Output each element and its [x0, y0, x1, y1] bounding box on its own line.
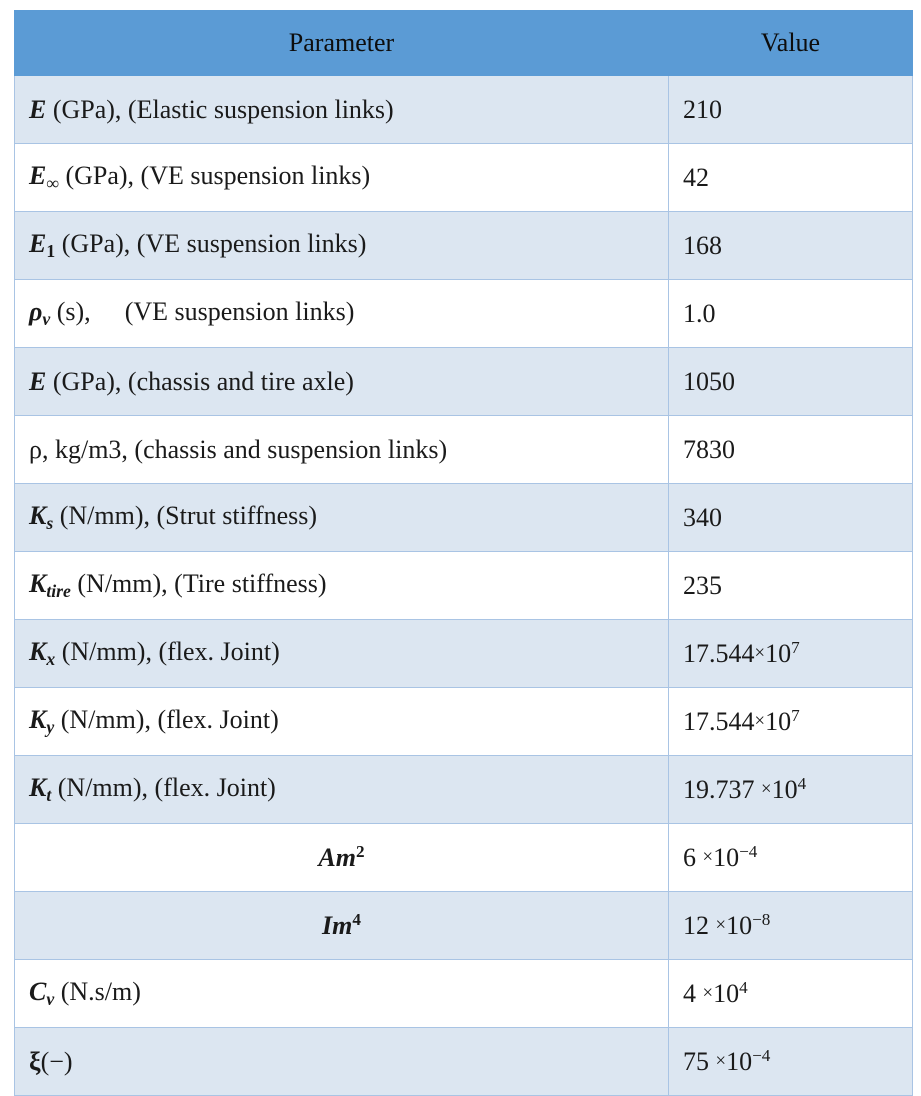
parameter-description: (GPa), (Elastic suspension links): [46, 94, 394, 124]
parameter-cell: [15, 1028, 669, 1096]
value-cell: [669, 960, 913, 1028]
parameter-symbol: ξ: [29, 1046, 41, 1076]
table-row: [15, 620, 913, 688]
parameter-subscript: x: [46, 649, 56, 670]
value-text: 340: [683, 502, 722, 532]
value-cell: [669, 416, 913, 484]
table-row: [15, 212, 913, 280]
value-exponent: −4: [739, 842, 758, 862]
parameter-symbol: K: [29, 501, 47, 531]
parameter-cell: [15, 416, 669, 484]
parameter-symbol: ρ: [29, 434, 42, 464]
parameter-symbol: E: [29, 366, 47, 396]
value-cell: [669, 1028, 913, 1096]
value-cell: [669, 280, 913, 348]
parameter-description: (−): [40, 1046, 73, 1076]
table-row: [15, 348, 913, 416]
parameter-description: (GPa), (VE suspension links): [55, 229, 367, 259]
multiplication-sign: ×: [754, 642, 766, 664]
value-exponent: 7: [791, 706, 800, 726]
value-cell: [669, 76, 913, 144]
column-header-parameter: Parameter: [15, 11, 669, 76]
value-text: 168: [683, 230, 722, 260]
value-text: 17.544×10: [683, 707, 792, 737]
parameter-cell: [15, 280, 669, 348]
value-text: 1050: [683, 366, 735, 396]
value-text: 7830: [683, 434, 735, 464]
value-cell: [669, 824, 913, 892]
value-text: 235: [683, 570, 722, 600]
multiplication-sign: ×: [715, 1050, 727, 1072]
parameter-cell: [15, 620, 669, 688]
value-cell: [669, 892, 913, 960]
parameter-symbol: E: [29, 229, 47, 259]
parameter-subscript: s: [46, 513, 54, 534]
multiplication-sign: ×: [702, 846, 714, 868]
value-cell: [669, 620, 913, 688]
parameter-cell: [15, 144, 669, 212]
parameter-subscript: y: [46, 717, 55, 738]
parameter-subscript: v: [46, 989, 55, 1010]
table-row: [15, 144, 913, 212]
parameter-cell: [15, 960, 669, 1028]
table-row: [15, 280, 913, 348]
parameter-symbol: K: [29, 705, 47, 735]
multiplication-sign: ×: [715, 914, 727, 936]
parameter-cell: [15, 348, 669, 416]
table-row: [15, 756, 913, 824]
parameter-cell: [15, 688, 669, 756]
multiplication-sign: ×: [702, 982, 714, 1004]
table-row: [15, 484, 913, 552]
parameter-subscript: 1: [46, 241, 56, 262]
parameter-description: (N/mm), (Tire stiffness): [70, 569, 327, 599]
parameter-subscript: t: [46, 785, 52, 806]
parameter-symbol: Am: [318, 843, 356, 873]
parameter-subscript: v: [42, 309, 51, 330]
table-row: [15, 76, 913, 144]
value-exponent: 7: [791, 638, 800, 658]
value-text: 1.0: [683, 298, 716, 328]
value-cell: [669, 212, 913, 280]
value-exponent: 4: [797, 774, 807, 794]
parameter-symbol: Im: [322, 911, 353, 941]
parameter-symbol: K: [29, 773, 47, 803]
parameter-cell: [15, 756, 669, 824]
value-cell: [669, 144, 913, 212]
parameter-description: , kg/m3, (chassis and suspension links): [41, 434, 448, 464]
parameter-cell: [15, 892, 669, 960]
table-row: [15, 688, 913, 756]
parameter-cell: [15, 824, 669, 892]
value-text: 42: [683, 162, 709, 192]
parameter-superscript: 4: [352, 910, 361, 930]
parameter-description: (N/mm), (flex. Joint): [51, 773, 276, 803]
parameter-description: (GPa), (VE suspension links): [58, 161, 371, 191]
table-row: [15, 892, 913, 960]
parameter-description-secondary: (VE suspension links): [124, 297, 355, 327]
value-text: 6 ×10: [683, 843, 740, 873]
parameter-subscript: ∞: [46, 173, 59, 194]
parameter-cell: [15, 484, 669, 552]
table-row: [15, 552, 913, 620]
table-header: [15, 11, 913, 76]
parameter-description: (N.s/m): [54, 977, 141, 1007]
parameter-description: (N/mm), (Strut stiffness): [53, 501, 318, 531]
table-row: [15, 1028, 913, 1096]
parameter-symbol: C: [29, 977, 47, 1007]
value-exponent: −8: [752, 910, 771, 930]
table-row: [15, 960, 913, 1028]
parameter-description: (N/mm), (flex. Joint): [55, 637, 280, 667]
parameter-cell: [15, 552, 669, 620]
column-header-value: Value: [669, 11, 913, 76]
value-text: 4 ×10: [683, 979, 740, 1009]
table-row: [15, 416, 913, 484]
value-text: 75 ×10: [683, 1047, 753, 1077]
value-cell: [669, 348, 913, 416]
value-text: 19.737 ×10: [683, 775, 798, 805]
table-header-row: [15, 11, 913, 76]
table-row: [15, 824, 913, 892]
multiplication-sign: ×: [761, 778, 772, 800]
parameter-cell: [15, 76, 669, 144]
value-text: 210: [683, 94, 722, 124]
parameter-symbol: K: [29, 637, 47, 667]
parameter-symbol: ρ: [29, 297, 43, 327]
value-exponent: −4: [752, 1046, 771, 1066]
value-cell: [669, 756, 913, 824]
parameter-description: (GPa), (chassis and tire axle): [46, 366, 354, 396]
parameter-superscript: 2: [356, 842, 365, 862]
parameter-cell: [15, 212, 669, 280]
table-body: [15, 76, 913, 1096]
parameter-subscript: tire: [46, 581, 71, 602]
parameter-symbol: E: [29, 161, 47, 191]
value-text: 12 ×10: [683, 911, 753, 941]
parameter-symbol: K: [29, 569, 47, 599]
parameter-description: (N/mm), (flex. Joint): [54, 705, 279, 735]
value-text: 17.544×10: [683, 639, 792, 669]
parameter-value-table: [14, 10, 913, 1096]
parameter-description: (s),: [50, 297, 91, 327]
value-cell: [669, 484, 913, 552]
value-exponent: 4: [739, 978, 748, 998]
value-cell: [669, 688, 913, 756]
multiplication-sign: ×: [754, 710, 766, 732]
parameter-symbol: E: [29, 94, 47, 124]
value-cell: [669, 552, 913, 620]
